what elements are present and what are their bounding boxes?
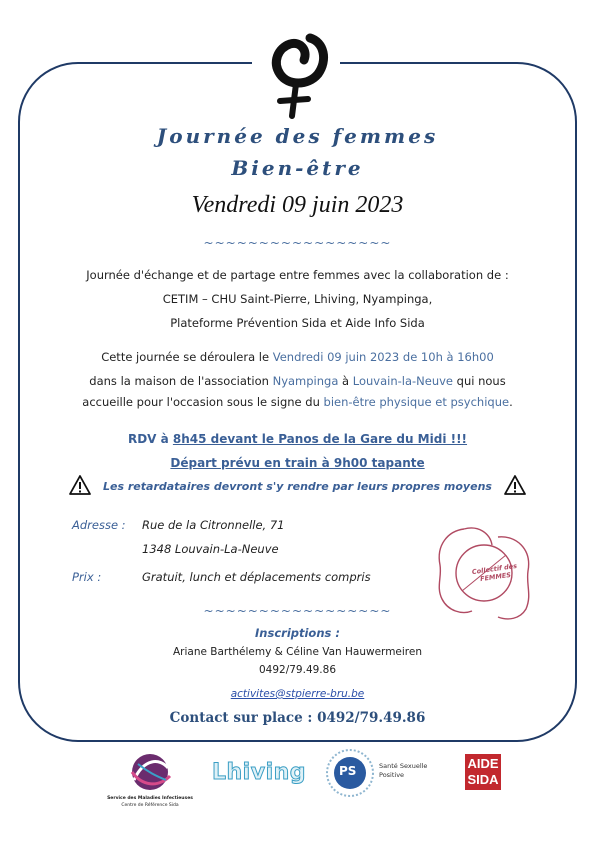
description-line — [0, 346, 595, 368]
collectif-logo-text: Collectif des FEMMES — [471, 561, 518, 584]
price-value: Gratuit, lunch et déplacements compris — [142, 570, 371, 584]
description-highlight: Vendredi 09 juin 2023 de 10h à 16h00 — [272, 350, 494, 364]
rdv-meeting-point: 8h45 devant le Panos de la Gare du Midi !!! — [172, 432, 468, 446]
rdv-line — [0, 428, 595, 450]
description-line — [0, 370, 595, 392]
page-title: Journée des femmes — [156, 124, 439, 148]
inscriptions-email-row — [0, 682, 595, 701]
intro-line: Plateforme Prévention Sida et Aide Info Sida — [170, 316, 425, 330]
inscriptions-names: Ariane Barthélemy & Céline Van Hauwermeiren — [172, 646, 423, 658]
description-text: accueille pour l'occasion sous le signe du — [82, 395, 324, 409]
description-text: qui nous — [453, 374, 506, 388]
address-label: Adresse : — [72, 518, 126, 532]
pps-logo-text: Positive — [379, 771, 405, 779]
pps-logo-letters: PS — [339, 764, 357, 778]
smi-logo-text: Centre de Référence Sida — [121, 803, 179, 808]
inscriptions-email-link[interactable]: activites@stpierre-bru.be — [230, 688, 365, 700]
description-text: . — [509, 395, 513, 409]
description-text: Cette journée se déroulera le — [101, 350, 273, 364]
price-label: Prix : — [72, 570, 102, 584]
venus-symbol-icon — [252, 28, 340, 124]
description-highlight: bien-être physique et psychique — [323, 395, 510, 409]
latecomers-note: Les retardataires devront s'y rendre par leurs propres moyens — [103, 480, 492, 493]
plateforme-prevention-sida-logo — [325, 748, 435, 798]
address-line: 1348 Louvain-La-Neuve — [142, 542, 279, 556]
warning-icon — [503, 474, 527, 496]
address-line: Rue de la Citronnelle, 71 — [142, 518, 285, 532]
page-subtitle: Bien-être — [231, 156, 364, 180]
inscriptions-phone: 0492/79.49.86 — [258, 664, 337, 676]
smi-logo — [100, 750, 200, 820]
smi-logo-text: Service des Maladies Infectieuses — [107, 796, 193, 801]
description-highlight: Nyampinga — [272, 374, 339, 388]
aide-sida-text: AIDE — [467, 756, 499, 771]
description-text: à — [338, 374, 353, 388]
contact-line: Contact sur place : 0492/79.49.86 — [169, 710, 426, 726]
description-text: dans la maison de l'association — [89, 374, 273, 388]
lhiving-logo: Lhiving — [212, 760, 307, 785]
rdv-departure: Départ prévu en train à 9h00 tapante — [170, 456, 425, 470]
aide-info-sida-logo — [465, 754, 501, 790]
divider: ~~~~~~~~~~~~~~~~~ — [203, 604, 392, 618]
pps-logo-text: Santé Sexuelle — [379, 762, 428, 770]
divider: ~~~~~~~~~~~~~~~~~ — [203, 236, 392, 250]
description-highlight: Louvain-la-Neuve — [352, 374, 454, 388]
inscriptions-title: Inscriptions : — [255, 626, 340, 640]
rdv-text: RDV à — [127, 432, 173, 446]
aide-sida-text: SIDA — [467, 772, 499, 787]
intro-line: CETIM – CHU Saint-Pierre, Lhiving, Nyampinga, — [162, 292, 433, 306]
description-line — [0, 391, 595, 413]
event-date: Vendredi 09 juin 2023 — [191, 192, 404, 218]
intro-line: Journée d'échange et de partage entre femmes avec la collaboration de : — [86, 268, 509, 282]
